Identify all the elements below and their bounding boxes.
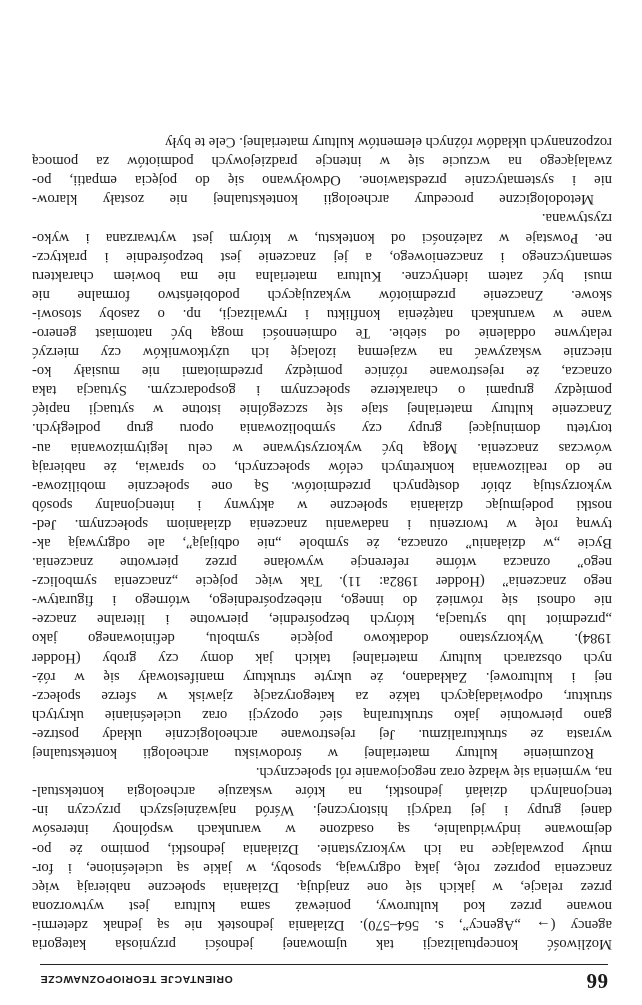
text-line: skowe. Znaczenie przedmiotów wykazujących podobieństwo formalne nie [32,286,612,303]
text-line: muły pozwalające na ich wykorzystanie. Działania jednostki, pomimo że po- [32,840,612,857]
text-line: nie odnosi się również do innego, niebezpośredniego, wtórnego i figuratyw- [32,592,612,609]
text-line: na, wymienia się władzę oraz negocjowanie ról społecznych. [255,764,612,781]
text-line: agency (→ „Agency”, s. 564–570). Działania jednostek nie są jednak zdetermi- [32,916,612,933]
text-line: niecznie wskazywać na wzajemną izolację ich użytkowników czy mierzyć [32,344,612,361]
text-line: wane w warunkach natężenia konfliktu i rywalizacji, np. o zasoby stosowi- [32,305,612,322]
text-line: tywną rolę w tworzeniu i nadawaniu znaczenia działaniom społecznym. Jed- [32,515,612,532]
text-line: relatywne oddalenie od siebie. Te odmienności mogą być natomiast genero- [32,325,612,341]
running-head: ORIENTACJE TEORIOPOZNAWCZE [40,973,233,985]
text-line: nych obszarach kultury materialnej takich jak domy czy groby (Hodder [32,649,612,666]
text-line: wyrasta ze strukturalizmu. Jej rejestrowane archeologicznie układy postrze- [32,725,612,742]
text-line: gano pierwotnie jako strukturalną sieć opozycji oraz ucieleśnianie ukrytych [32,706,612,723]
text-line: „przedmiot lub sytuacja, których bezpośrednie, pierwotne i literalne znacze- [32,611,612,628]
text-line: danej grupy i jej tradycji historycznej. Wśród najważniejszych przyczyn in- [32,802,612,819]
text-line: wówczas znaczenia. Mogą być wykorzystywane w celu legitymizowania au- [32,439,612,456]
text-line: semantycznego i znaczeniowego, a jej znaczenie jest bezpośrednie i praktycz- [32,248,612,265]
paragraph [32,208,612,762]
text-line: Rozumienie kultury materialnej w środowisku archeologii kontekstualnej [32,745,594,762]
text-line: Bycie „w działaniu” oznacza, że symbole „nie odbijają”, ale odgrywają ak- [32,535,612,552]
text-line: nowane przez kod kulturowy, ponieważ sama kultura jest wytworzona [32,897,612,914]
text-line: Znaczenie kultury materialnej staje się szczególnie istotne w sytuacji napięć [32,401,612,418]
text-line: nego” oznacza wtórne referencje wywołane przez pierwotne znaczenia. [32,554,612,571]
text-line: Metodologiczne procedury archeologii kontekstualnej nie zostały klarow- [32,191,594,208]
text-line: nostki podejmując działania społeczne w aktywny i intencjonalny sposób [32,496,612,513]
text-line: zwalającego na wczucie się w intencje pradziejowych podmiotów za pomocą [32,153,612,170]
text-line: wykorzystują zbiór dostępnych przedmiotów. Są one społecznie mobilizowa- [32,477,612,494]
text-line: pomiędzy grupami o charakterze społecznym i gospodarczym. Sytuacja taka [32,382,612,399]
text-line: ne. Powstaje w zależności od kontekstu, w którym jest wytwarzana i wyko- [32,229,612,246]
text-line: ne do realizowania konkretnych celów społecznych, co sprawia, że nabierają [32,458,612,475]
text-line: dejmowane indywidualnie, są osadzone w warunkach wspólnoty interesów [32,821,612,838]
text-line: 1984). Wykorzystano dodatkowo pojęcie symbolu, definiowanego jako [32,630,612,647]
text-line: Możliwość konceptualizacji tak ujmowanej jedności przyniosła kategoria [32,936,612,952]
text-line: rozpoznanych układów różnych elementów kultury materialnej. Cele te były [165,134,612,151]
text-line: przez relacje, w jakich się one znajdują. Działania społeczne nabierają więc [32,878,612,895]
page-number: 66 [586,969,608,993]
text-line: nego znaczenia” (Hodder 1982a: 11). Tak więc pojęcie „znaczenia symbolicz- [32,573,612,590]
body-text [32,132,612,953]
text-line: musi być zatem identyczne. Kultura materialna nie ma bowiem charakteru [32,267,612,284]
text-line: nej i kulturowej. Zakładano, że ukryte struktury manifestowały się w róż- [32,668,612,685]
text-line: tencjonalnych działań jednostki, na które wskazuje archeologia kontekstual- [32,783,612,800]
page-header [40,963,608,993]
text-line: znaczenia poprzez rolę, jaką odgrywają, sposoby, w jakie są ucieleśnione, i for- [32,859,612,876]
text-line: nie i systematycznie przedstawione. Odwoływano się do pojęcia empatii, po- [32,172,612,189]
header-rule [40,964,608,965]
text-line: rzystywana. [541,210,612,227]
paragraph [32,132,612,208]
paragraph [32,762,612,953]
text-line: torytetu dominującej grupy czy symbolizowania oporu grup podległych. [32,420,612,437]
text-line: oznacza, że rejestrowane różnice pomiędzy przedmiotami nie musiały ko- [32,363,612,380]
text-line: struktur, odpowiadających także za kategoryzację zjawisk w sferze społecz- [32,687,612,704]
